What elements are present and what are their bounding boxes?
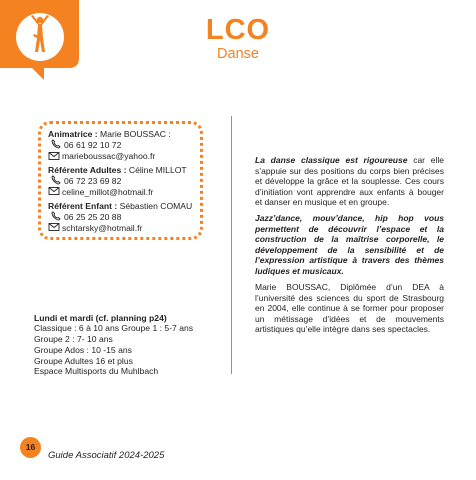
page-title: LCO xyxy=(205,14,271,46)
mail-icon xyxy=(48,222,60,232)
schedule-line: Groupe 2 : 7- 10 ans xyxy=(34,334,113,344)
contact-role-label: Référent Enfant : xyxy=(48,201,118,211)
schedule-line: Groupe Ados : 10 -15 ans xyxy=(34,345,132,355)
description-paragraph: Marie BOUSSAC, Diplômée d’un DEA à l’université des sciences du sport de Strasbourg en 2004, elle continue à se former pour proposer un métissage d’idées et de mouvements artistiques qu’elle intègre dans ses spectacles. xyxy=(255,282,444,335)
description-emphasis-paragraph: Jazz’dance, mouv’dance, hip hop vous permettent de découvrir l’espace et la construction de la maîtrise corporelle, le développement de la sensibilité et de l’expression artistique à travers des thèmes ludiques et musicaux. xyxy=(255,213,444,276)
contact-name: Sébastien COMAU xyxy=(117,201,193,211)
column-divider xyxy=(231,116,232,374)
contact-email[interactable]: celine_millot@hotmail.fr xyxy=(62,187,154,197)
contact-role-line xyxy=(48,129,171,139)
description-text: car elle s’appuie sur des positions du corps bien précises et développe la grâce et la souplesse. Ces cours d’initiation vont apprendre aux enfants à bouger et danser en musique et en groupe. xyxy=(255,155,444,208)
description-paragraph xyxy=(255,155,444,208)
mail-icon xyxy=(48,186,60,196)
contact-phone: 06 25 25 20 88 xyxy=(64,212,122,222)
phone-icon xyxy=(51,175,63,185)
description-emphasis: La danse classique est rigoureuse xyxy=(255,155,408,165)
contact-phone: 06 72 23 69 82 xyxy=(64,176,122,186)
contact-name: Marie BOUSSAC : xyxy=(97,129,171,139)
contact-email[interactable]: marieboussac@yahoo.fr xyxy=(62,151,156,161)
contact-role-label: Référente Adultes : xyxy=(48,165,127,175)
mail-icon xyxy=(48,151,60,161)
footer-text: Guide Associatif 2024-2025 xyxy=(48,450,165,461)
phone-icon xyxy=(51,139,63,149)
schedule-line: Classique : 6 à 10 ans Groupe 1 : 5-7 ans xyxy=(34,323,194,333)
schedule-line: Groupe Adultes 16 et plus xyxy=(34,356,133,366)
contact-email[interactable]: schtarsky@hotmail.fr xyxy=(62,223,143,233)
contact-role-line xyxy=(48,165,187,175)
page-number: 16 xyxy=(20,437,41,458)
contact-phone: 06 61 92 10 72 xyxy=(64,140,122,150)
contact-name: Céline MILLOT xyxy=(126,165,187,175)
schedule-line: Espace Multisports du Muhlbach xyxy=(34,366,159,376)
phone-icon xyxy=(51,211,63,221)
schedule-heading: Lundi et mardi (cf. planning p24) xyxy=(34,313,167,323)
contact-role-label: Animatrice : xyxy=(48,129,98,139)
contact-role-line xyxy=(48,201,192,211)
page-subtitle: Danse xyxy=(217,46,259,62)
